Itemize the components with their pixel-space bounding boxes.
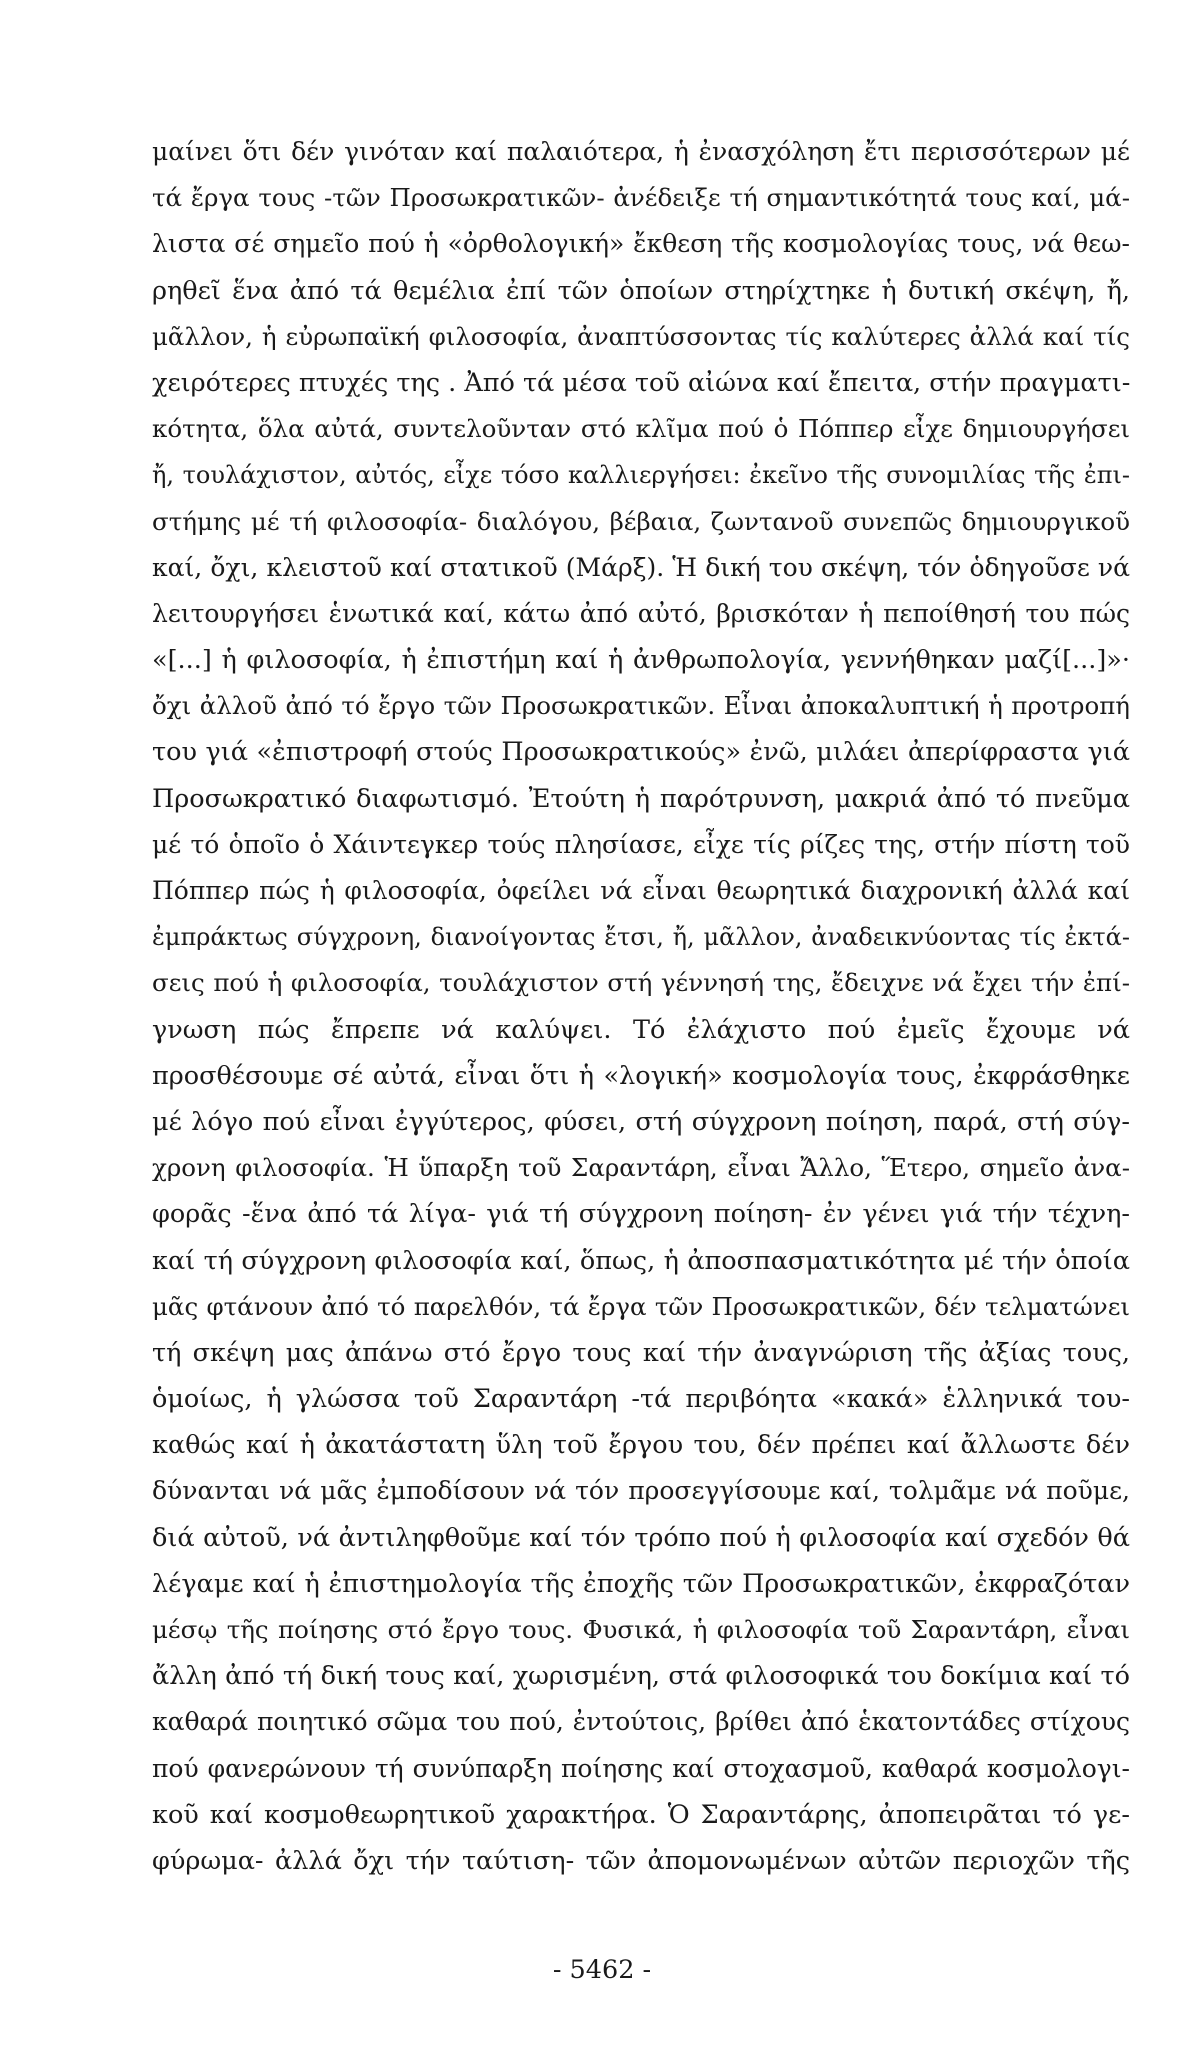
text-line: ὁμοίως, ἡ γλώσσα τοῦ Σαραντάρη -τά περιβόητα «κακά» ἑλληνικά του- (152, 1384, 1130, 1415)
text-line: ἤ, τουλάχιστον, αὐτός, εἶχε τόσο καλλιεργήσει: ἐκεῖνο τῆς συνομιλίας τῆς ἐπι- (152, 461, 1130, 490)
text-line: του γιά «ἐπιστροφή στούς Προσωκρατικούς» ἐνῶ, μιλάει ἀπερίφραστα γιά (152, 737, 1130, 768)
text-line: χειρότερες πτυχές της . Ἀπό τά μέσα τοῦ αἰώνα καί ἔπειτα, στήν πραγματι- (152, 367, 1131, 398)
text-line: κοῦ καί κοσμοθεωρητικοῦ χαρακτήρα. Ὁ Σαραντάρης, ἀποπειρᾶται τό γε- (152, 1799, 1130, 1830)
text-line: μᾶς φτάνουν ἀπό τό παρελθόν, τά ἔργα τῶν Προσωκρατικῶν, δέν τελματώνει (152, 1291, 1130, 1321)
text-line: φορᾶς -ἕνα ἀπό τά λίγα- γιά τή σύγχρονη ποίηση- ἐν γένει γιά τήν τέχνη- (152, 1199, 1130, 1230)
text-line: μέ τό ὁποῖο ὁ Χάιντεγκερ τούς πλησίασε, εἶχε τίς ρίζες της, στήν πίστη τοῦ (152, 829, 1130, 859)
text-line: φύρωμα- ἀλλά ὄχι τήν ταύτιση- τῶν ἀπομονωμένων αὐτῶν περιοχῶν τῆς (152, 1845, 1130, 1876)
page-number: - 5462 - (552, 1955, 652, 1985)
text-line: μέ λόγο πού εἶναι ἐγγύτερος, φύσει, στή σύγχρονη ποίηση, παρά, στή σύγ- (152, 1106, 1130, 1137)
text-line: λιστα σέ σημεῖο πού ἡ «ὀρθολογική» ἔκθεση τῆς κοσμολογίας τους, νά θεω- (152, 229, 1130, 259)
text-line: κότητα, ὅλα αὐτά, συντελοῦνταν στό κλῖμα πού ὁ Πόππερ εἶχε δημιουργήσει (152, 414, 1130, 444)
text-line: χρονη φιλοσοφία. Ἡ ὕπαρξη τοῦ Σαραντάρη, εἶναι Ἄλλο, Ἕτερο, σημεῖο ἀνα- (152, 1153, 1130, 1183)
text-line: Πόππερ πώς ἡ φιλοσοφία, ὀφείλει νά εἶναι θεωρητικά διαχρονική ἀλλά καί (152, 876, 1130, 905)
body-text (152, 129, 1130, 1884)
text-line: καθαρά ποιητικό σῶμα του πού, ἐντούτοις, βρίθει ἀπό ἑκατοντάδες στίχους (152, 1707, 1130, 1737)
text-line: μέσῳ τῆς ποίησης στό ἔργο τους. Φυσικά, ἡ φιλοσοφία τοῦ Σαραντάρη, εἶναι (152, 1615, 1130, 1644)
text-line: σεις πού ἡ φιλοσοφία, τουλάχιστον στή γέννησή της, ἔδειχνε νά ἔχει τήν ἐπί- (152, 968, 1130, 998)
text-line: στήμης μέ τή φιλοσοφία- διαλόγου, βέβαια, ζωντανοῦ συνεπῶς δημιουργικοῦ (152, 506, 1130, 536)
text-line: δύνανται νά μᾶς ἐμποδίσουν νά τόν προσεγγίσουμε καί, τολμᾶμε νά ποῦμε, (152, 1476, 1130, 1506)
text-line: ὄχι ἀλλοῦ ἀπό τό ἔργο τῶν Προσωκρατικῶν. Εἶναι ἀποκαλυπτική ἡ προτροπή (152, 691, 1130, 721)
text-line: ρηθεῖ ἕνα ἀπό τά θεμέλια ἐπί τῶν ὁποίων στηρίχτηκε ἡ δυτική σκέψη, ἤ, (152, 275, 1130, 306)
text-line: λέγαμε καί ἡ ἐπιστημολογία τῆς ἐποχῆς τῶν Προσωκρατικῶν, ἐκφραζόταν (152, 1568, 1130, 1599)
text-line: καί, ὄχι, κλειστοῦ καί στατικοῦ (Μάρξ). Ἡ δική του σκέψη, τόν ὁδηγοῦσε νά (152, 552, 1130, 582)
text-line: καθώς καί ἡ ἀκατάστατη ὕλη τοῦ ἔργου του, δέν πρέπει καί ἄλλωστε δέν (152, 1430, 1130, 1461)
text-line: πού φανερώνουν τή συνύπαρξη ποίησης καί στοχασμοῦ, καθαρά κοσμολογι- (152, 1753, 1130, 1783)
text-line: προσθέσουμε σέ αὐτά, εἶναι ὅτι ἡ «λογική» κοσμολογία τους, ἐκφράσθηκε (152, 1060, 1130, 1091)
text-line: λειτουργήσει ἑνωτικά καί, κάτω ἀπό αὐτό, βρισκόταν ἡ πεποίθησή του πώς (152, 598, 1130, 628)
text-line: γνωση πώς ἔπρεπε νά καλύψει. Τό ἐλάχιστο πού ἐμεῖς ἔχουμε νά (152, 1014, 1130, 1045)
text-line: μαίνει ὅτι δέν γινόταν καί παλαιότερα, ἡ ἐνασχόληση ἔτι περισσότερων μέ (152, 137, 1130, 166)
text-line: διά αὐτοῦ, νά ἀντιληφθοῦμε καί τόν τρόπο πού ἡ φιλοσοφία καί σχεδόν θά (152, 1522, 1130, 1553)
text-line: μᾶλλον, ἡ εὐρωπαϊκή φιλοσοφία, ἀναπτύσσοντας τίς καλύτερες ἀλλά καί τίς (152, 321, 1130, 351)
text-line: Προσωκρατικό διαφωτισμό. Ἐτούτη ἡ παρότρυνση, μακριά ἀπό τό πνεῦμα (152, 783, 1130, 814)
text-line: «[...] ἡ φιλοσοφία, ἡ ἐπιστήμη καί ἡ ἀνθρωπολογία, γεννήθηκαν μαζί[...]»· (152, 645, 1130, 676)
text-line: ἄλλη ἀπό τή δική τους καί, χωρισμένη, στά φιλοσοφικά του δοκίμια καί τό (152, 1661, 1130, 1692)
text-line: τή σκέψη μας ἀπάνω στό ἔργο τους καί τήν ἀναγνώριση τῆς ἀξίας τους, (152, 1337, 1130, 1368)
text-line: καί τή σύγχρονη φιλοσοφία καί, ὅπως, ἡ ἀποσπασματικότητα μέ τήν ὁποία (152, 1245, 1130, 1276)
text-line: τά ἔργα τους -τῶν Προσωκρατικῶν- ἀνέδειξε τή σημαντικότητά τους καί, μά- (152, 183, 1130, 213)
text-line: ἐμπράκτως σύγχρονη, διανοίγοντας ἔτσι, ἤ, μᾶλλον, ἀναδεικνύοντας τίς ἐκτά- (152, 923, 1130, 952)
